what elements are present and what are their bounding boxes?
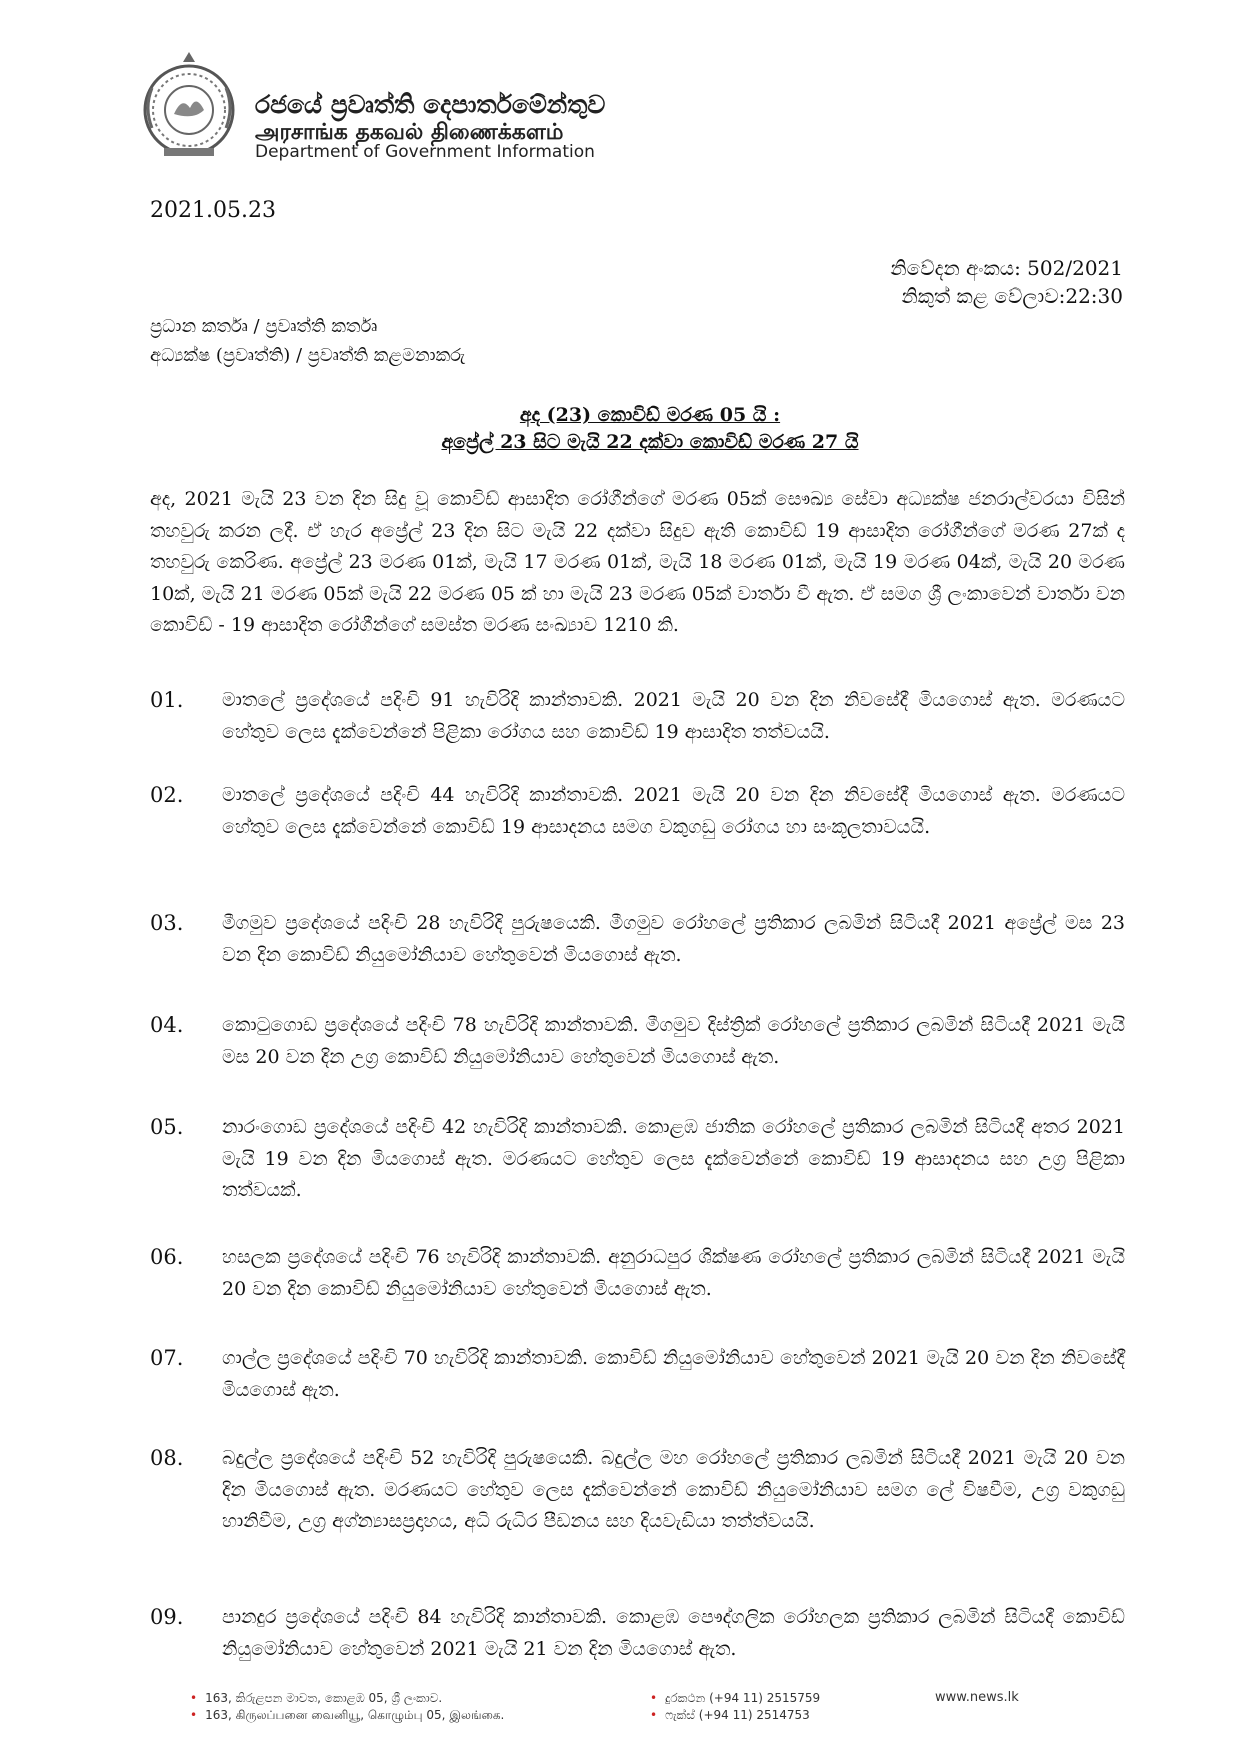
phone-number: (+94 11) 2515759	[709, 1691, 821, 1705]
item-text: මාතලේ ප්‍රදේශයේ පදිංචි 44 හැවිරිදි කාන්තාවකි. 2021 මැයි 20 වන දින නිවසේදී මියගොස් ඇත. මරණයට හේතුව ලෙස දැක්වෙන්නේ කොවිඩ් 19 ආසාදනය සමග වකුගඩු රෝගය හා සංකූලතාවයයි.	[222, 784, 1125, 838]
release-date: 2021.05.23	[150, 198, 276, 223]
website-link[interactable]: www.news.lk	[935, 1690, 1019, 1705]
item-text: පානදුර ප්‍රදේශයේ පදිංචි 84 හැවිරිදි කාන්තාවකි. කොළඹ පෞද්ගලික රෝහලක ප්‍රතිකාර ලබමින් සිටියදී කොවිඩ් නියුමෝනියාව හේතුවෙන් 2021 මැයි 21 වන දින මියගොස් ඇත.	[222, 1606, 1125, 1660]
phone-line	[650, 1690, 820, 1707]
department-name-tamil: அரசாங்க தகவல் திணைக்களம்	[255, 120, 564, 145]
addressee-line: ප්‍රධාන කර්තෘ / ප්‍රවෘත්ති කර්තෘ	[150, 316, 378, 337]
item-text: ගාල්ල ප්‍රදේශයේ පදිංචි 70 හැවිරිදි කාන්තාවකි. කොවිඩ් නියුමෝනියාව හේතුවෙන් 2021 මැයි 20 වන දින නිවසේදී මියගොස් ඇත.	[222, 1347, 1125, 1401]
item-text: නාරංගොඩ ප්‍රදේශයේ පදිංචි 42 හැවිරිදි කාන්තාවකි. කොළඹ ජාතික රෝහලේ ප්‍රතිකාර ලබමින් සිටියදී අතර 2021 මැයි 19 වන දින මියගොස් ඇත. මරණයට හේතුව ලෙස දැක්වෙන්නේ කොවිඩ් 19 ආසාදනය සහ උග්‍ර පිළිකා තත්වයක්.	[222, 1116, 1125, 1201]
address-sinhala: • 163, කිරුළපන මාවත, කොළඹ 05, ශ්‍රී ලංකාව.	[190, 1690, 504, 1707]
list-item	[150, 1602, 1125, 1665]
sri-lanka-emblem-icon	[134, 48, 244, 164]
item-number: 08.	[150, 1446, 184, 1470]
addressee-line: අධ්‍යක්ෂ (ප්‍රවෘත්ති) / ප්‍රවෘත්ති කළමනාකරු	[150, 345, 466, 366]
headline	[150, 402, 1150, 456]
item-text: කොටුගොඩ ප්‍රදේශයේ පදිංචි 78 හැවිරිදි කාන්තාවකි. මීගමුව දිස්ත්‍රික් රෝහලේ ප්‍රතිකාර ලබමින් සිටියදී 2021 මැයි මස 20 වන දින උග්‍ර කොවිඩ් නියුමෝනියාව හේතුවෙන් මියගොස් ඇත.	[222, 1014, 1125, 1068]
item-number: 06.	[150, 1245, 184, 1269]
intro-paragraph: අද, 2021 මැයි 23 වන දින සිදු වූ කොවිඩ් ආසාදිත රෝගීන්ගේ මරණ 05ක් සෞඛ්‍ය සේවා අධ්‍යක්ෂ ජනරාල්වරයා විසින් තහවුරු කරන ලදී. ඒ හැර අප්‍රේල් 23 දින සිට මැයි 22 දක්වා සිදුව ඇති කොවිඩ් 19 ආසාදිත රෝගීන්ගේ මරණ 27ක් ද තහවුරු කෙරිණ. අප්‍රේල් 23 මරණ 01ක්, මැයි 17 මරණ 01ක්, මැයි 18 මරණ 01ක්, මැයි 19 මරණ 04ක්, මැයි 20 මරණ 10ක්, මැයි 21 මරණ 05ක් මැයි 22 මරණ 05 ක් හා මැයි 23 මරණ 05ක් වාර්තා වී ඇත. ඒ සමග ශ්‍රී ලංකාවෙන් වාර්තා වන කොවිඩ් - 19 ආසාදිත රෝගීන්ගේ සමස්ත මරණ සංඛ්‍යාව 1210 කි.	[150, 488, 1125, 636]
item-number: 05.	[150, 1115, 184, 1139]
item-number: 01.	[150, 688, 184, 712]
list-item	[150, 1343, 1125, 1406]
item-text: මාතලේ ප්‍රදේශයේ පදිංචි 91 හැවිරිදි කාන්තාවකි. 2021 මැයි 20 වන දින නිවසේදී මියගොස් ඇත. මරණයට හේතුව ලෙස දැක්වෙන්නේ පිළිකා රෝගය සහ කොවිඩ් 19 ආසාදිත තත්වයයි.	[222, 689, 1125, 743]
headline-line: අද (23) කොවිඩ් මරණ 05 යි :	[519, 404, 781, 426]
department-name-english: Department of Government Information	[255, 142, 595, 162]
release-number: නිවේදන අංකය: 502/2021	[890, 256, 1123, 280]
item-number: 02.	[150, 783, 184, 807]
addressees	[150, 312, 465, 370]
item-text: හසලක ප්‍රදේශයේ පදිංචි 76 හැවිරිදි කාන්තාවකි. අනුරාධපුර ශික්ෂණ රෝහලේ ප්‍රතිකාර ලබමින් සිටියදී 2021 මැයි 20 වන දින කොවිඩ් නියුමෝනියාව හේතුවෙන් මියගොස් ඇත.	[222, 1246, 1125, 1300]
address-tamil: • 163, கிருலப்பனை வைனியூ, கொழும்பு 05, இலங்கை.	[190, 1707, 504, 1724]
fax-number: (+94 11) 2514753	[698, 1708, 810, 1722]
release-time: නිකුත් කළ වේලාව:22:30	[901, 284, 1123, 308]
list-item	[150, 1242, 1125, 1305]
list-item	[150, 685, 1125, 748]
list-item	[150, 1010, 1125, 1073]
release-reference	[890, 254, 1123, 310]
list-item	[150, 1443, 1125, 1538]
list-item	[150, 780, 1125, 843]
item-number: 03.	[150, 911, 184, 935]
department-name-sinhala: රජයේ ප්‍රවෘත්ති දෙපාර්තමේන්තුව	[255, 90, 606, 119]
item-text: බදුල්ල ප්‍රදේශයේ පදිංචි 52 හැවිරිදි පුරුෂයෙකි. බදුල්ල මහ රෝහලේ ප්‍රතිකාර ලබමින් සිටියදී 2021 මැයි 20 වන දින මියගොස් ඇත. මරණයට හේතුව ලෙස දැක්වෙන්නේ කොවිඩ් නියුමෝනියාව සමග ලේ විෂවීම, උග්‍ර වකුගඩු හානිවීම, උග්‍ර අග්න්‍යාසප්‍රදාහය, අධි රුධිර පීඩනය සහ දියවැඩියා තත්ත්වයයි.	[222, 1447, 1125, 1532]
footer-address	[190, 1690, 504, 1724]
list-item	[150, 908, 1125, 971]
item-number: 04.	[150, 1013, 184, 1037]
fax-label: ෆැක්ස්	[665, 1708, 695, 1722]
list-item	[150, 1112, 1125, 1207]
item-text: මීගමුව ප්‍රදේශයේ පදිංචි 28 හැවිරිදි පුරුෂයෙකි. මීගමුව රෝහලේ ප්‍රතිකාර ලබමින් සිටියදී 2021 අප්‍රේල් මස 23 වන දින කොවිඩ් නියුමෝනියාව හේතුවෙන් මියගොස් ඇත.	[222, 912, 1125, 966]
item-number: 07.	[150, 1346, 184, 1370]
item-number: 09.	[150, 1605, 184, 1629]
fax-line	[650, 1707, 820, 1724]
headline-line: අප්‍රේල් 23 සිට මැයි 22 දක්වා කොවිඩ් මරණ 27 යි	[441, 431, 859, 453]
phone-label: දුරකථන	[665, 1691, 706, 1705]
footer-contacts	[650, 1690, 820, 1724]
